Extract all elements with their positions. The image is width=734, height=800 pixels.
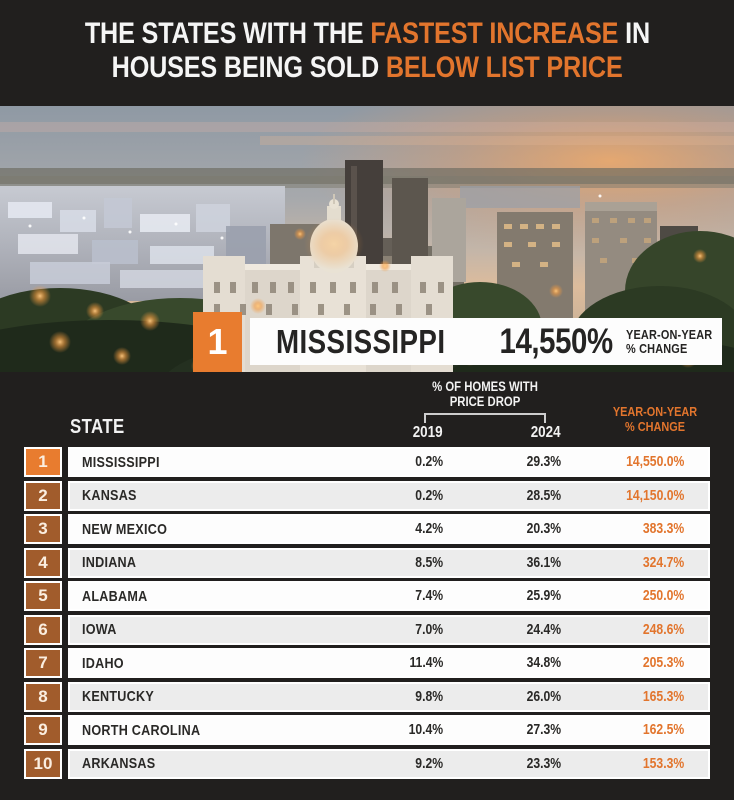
pct-2019-cell [323,583,443,609]
pct-2019-value: 9.2% [415,755,443,772]
column-header-2024 [481,424,561,442]
state-name: NORTH CAROLINA [82,721,201,739]
state-cell [82,650,132,676]
column-header-yoy-line2: % CHANGE [624,418,686,434]
yoy-cell [544,650,684,676]
rank-number: 5 [38,586,48,605]
row-bar [68,648,710,678]
pct-2019-value: 0.2% [415,487,443,504]
table-row [24,481,710,511]
title-text: THE STATES WITH THE [84,17,370,50]
state-cell [82,516,183,542]
yoy-cell [544,617,684,643]
pct-2024-value: 29.3% [526,454,561,470]
pct-2019-cell [323,617,443,643]
yoy-cell [544,550,684,576]
yoy-value: 153.3% [642,755,684,772]
row-bar [68,581,710,611]
yoy-cell [544,751,684,777]
pct-2019-cell [323,516,443,542]
table-header [0,372,734,447]
yoy-value: 324.7% [642,554,684,571]
column-header-state [70,416,135,439]
row-bar [68,447,710,477]
yoy-value: 383.3% [642,521,684,537]
hero-change-value: 14,550% [499,321,613,361]
state-cell [82,751,169,777]
pct-2019-cell [323,717,443,743]
pct-2019-cell [323,550,443,576]
table-row [24,749,710,779]
row-bar [68,615,710,645]
rank-badge [24,514,62,544]
column-group-header-line1: % OF HOMES WITH [432,379,538,394]
pct-2019-value: 10.4% [408,722,443,738]
yoy-cell [544,483,684,509]
table-row [24,447,710,477]
hero-change-label-line1: YEAR-ON-YEAR [626,326,713,342]
yoy-cell [544,717,684,743]
pct-2019-value: 7.4% [415,588,443,604]
row-bar [68,548,710,578]
column-group-bracket [424,413,546,423]
pct-2024-cell [441,449,561,475]
yoy-value: 14,150.0% [625,487,684,504]
pct-2024-value: 23.3% [526,755,561,772]
rank-badge [24,715,62,745]
yoy-cell [544,449,684,475]
row-bar [68,715,710,745]
state-name: KANSAS [82,487,137,504]
rank-badge [24,648,62,678]
yoy-cell [544,583,684,609]
yoy-value: 165.3% [642,688,684,705]
title-line-1 [0,17,734,51]
rank-number: 2 [38,485,48,505]
column-header-2024-label: 2024 [531,424,561,441]
pct-2019-cell [323,684,443,710]
rank-badge [24,481,62,511]
pct-2019-value: 11.4% [409,655,443,671]
title-highlight: BELOW LIST PRICE [385,51,623,84]
state-cell [82,583,160,609]
pct-2024-value: 24.4% [526,621,561,638]
pct-2024-cell [441,650,561,676]
pct-2019-cell [323,751,443,777]
title-text: HOUSES BEING SOLD [111,51,386,84]
table-row [24,648,710,678]
rank-badge [24,749,62,779]
rank-number: 8 [38,686,48,706]
column-header-state-label: STATE [70,416,125,438]
table-rows [0,447,734,779]
column-header-2019-label: 2019 [413,424,443,441]
column-header-2019 [363,424,443,442]
row-bar [68,682,710,712]
rank-badge [24,615,62,645]
pct-2024-value: 25.9% [526,588,561,604]
pct-2019-cell [323,449,443,475]
yoy-value: 248.6% [642,621,684,638]
row-bar [68,514,710,544]
state-cell [82,449,175,475]
column-group-header [400,380,570,409]
state-cell [82,684,168,710]
hero-banner [250,318,722,365]
state-name: ALABAMA [82,587,148,605]
pct-2024-cell [441,583,561,609]
pct-2024-value: 26.0% [526,688,561,705]
state-name: MISSISSIPPI [82,453,160,471]
state-cell [82,483,147,509]
state-name: IDAHO [82,654,124,672]
hero-change-label [626,328,729,356]
pct-2019-value: 0.2% [415,454,443,470]
pct-2024-cell [441,684,561,710]
pct-2019-value: 7.0% [415,621,443,638]
title-line-2 [0,51,734,85]
table-row [24,715,710,745]
pct-2024-value: 20.3% [526,521,561,537]
pct-2019-value: 4.2% [415,521,443,537]
row-bar [68,481,710,511]
pct-2024-value: 36.1% [526,554,561,571]
column-header-yoy [593,405,717,434]
column-header-yoy-line1: YEAR-ON-YEAR [612,404,698,419]
yoy-cell [544,684,684,710]
rank-number: 7 [38,653,48,672]
pct-2024-value: 34.8% [526,655,561,671]
hero-state-name: MISSISSIPPI [276,322,446,360]
pct-2024-cell [441,516,561,542]
yoy-value: 14,550.0% [625,454,684,470]
title-highlight: FASTEST INCREASE [369,17,618,50]
rank-badge [24,447,62,477]
hero-photo-section [0,106,734,372]
state-name: KENTUCKY [82,688,155,705]
yoy-value: 162.5% [642,722,684,738]
rank-badge [24,548,62,578]
table-row [24,548,710,578]
hero-rank-badge [193,312,242,372]
pct-2019-cell [323,650,443,676]
pct-2019-value: 9.8% [415,688,443,705]
pct-2019-value: 8.5% [415,554,443,571]
pct-2024-cell [441,751,561,777]
pct-2024-value: 28.5% [526,487,561,504]
rank-number: 3 [38,519,48,538]
state-cell [82,550,147,576]
rank-number: 1 [38,452,48,471]
table-row [24,581,710,611]
pct-2024-cell [441,483,561,509]
rank-number: 4 [38,552,48,572]
state-cell [82,717,223,743]
table-row [24,514,710,544]
hero-rank-number: 1 [207,321,228,362]
rank-badge [24,581,62,611]
rank-number: 10 [33,753,53,773]
table-row [24,682,710,712]
yoy-value: 250.0% [642,588,684,604]
pct-2024-cell [441,617,561,643]
rank-number: 9 [38,720,48,739]
column-group-header-line2: PRICE DROP [449,393,521,409]
pct-2024-cell [441,717,561,743]
rank-number: 6 [38,619,48,639]
state-name: IOWA [82,621,117,638]
rank-badge [24,682,62,712]
hero-change-label-line2: % CHANGE [626,340,688,356]
yoy-value: 205.3% [642,655,684,671]
table-row [24,615,710,645]
state-cell [82,617,123,643]
pct-2024-cell [441,550,561,576]
title-text: IN [617,17,650,50]
state-name: NEW MEXICO [82,520,168,538]
state-name: ARKANSAS [82,755,156,772]
pct-2019-cell [323,483,443,509]
yoy-cell [544,516,684,542]
pct-2024-value: 27.3% [526,722,561,738]
row-bar [68,749,710,779]
state-name: INDIANA [82,554,137,571]
title-block [0,0,734,106]
